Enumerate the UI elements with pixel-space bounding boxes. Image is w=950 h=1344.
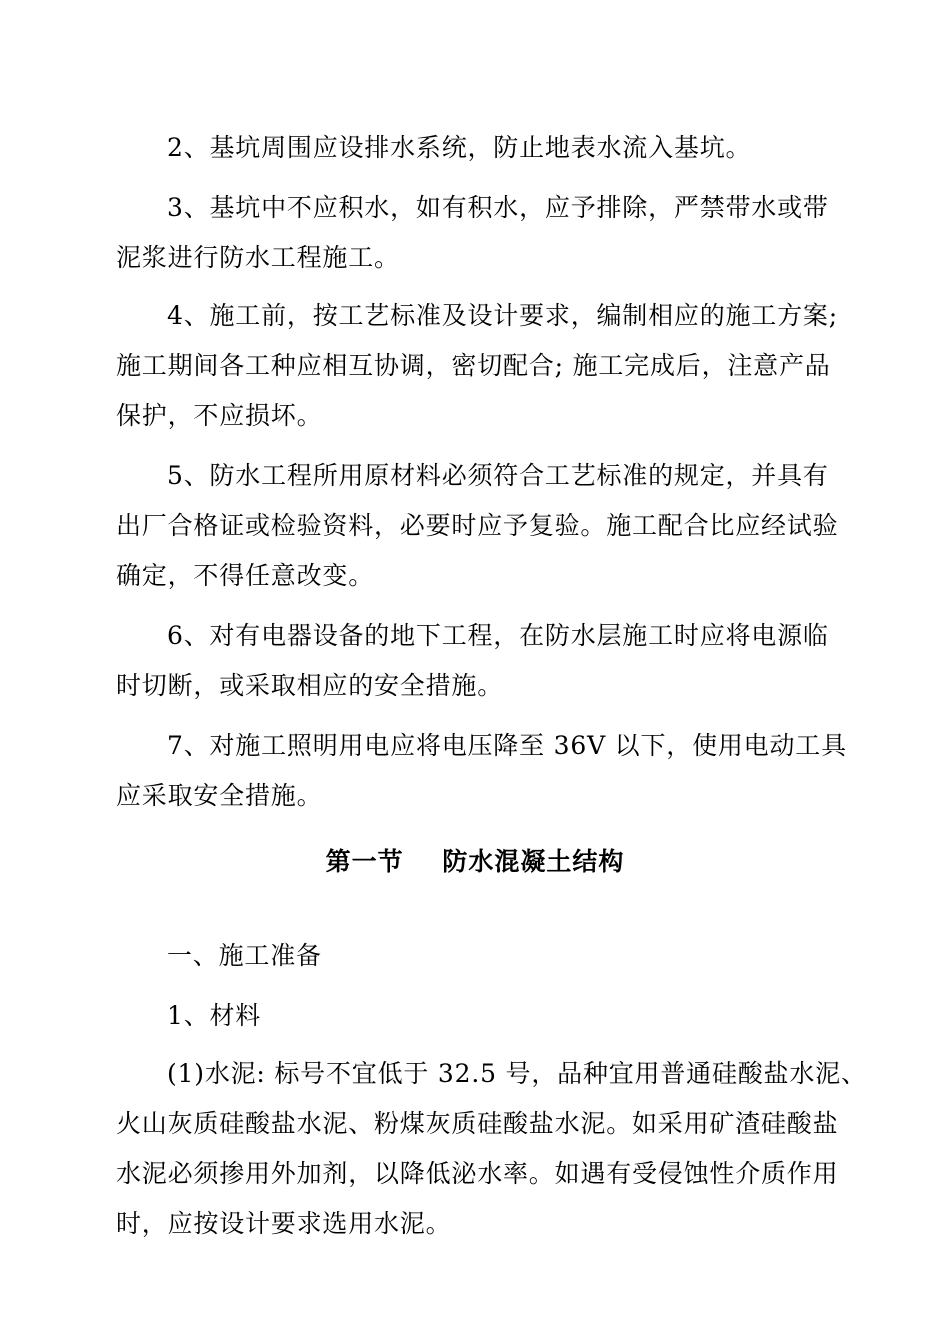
paragraph-2-line-1: 2、基坑周围应设排水系统，防止地表水流入基坑。 [167, 133, 752, 162]
paragraph-7-line-1: 7、对施工照明用电应将电压降至 36V 以下，使用电动工具 [167, 731, 847, 760]
paragraph-5-line-1: 5、防水工程所用原材料必须符合工艺标准的规定，并具有 [167, 461, 829, 490]
item-materials: 1、材料 [167, 1001, 262, 1030]
paragraph-5-line-2: 出厂合格证或检验资料，必要时应予复验。施工配合比应经试验 [116, 511, 839, 540]
paragraph-5-line-3: 确定，不得任意改变。 [116, 561, 375, 590]
paragraph-6-line-2: 时切断，或采取相应的安全措施。 [116, 671, 504, 700]
paragraph-7-line-2: 应采取安全措施。 [116, 781, 323, 810]
cement-line-1: (1)水泥: 标号不宜低于 32.5 号，品种宜用普通硅酸盐水泥、 [167, 1059, 867, 1088]
paragraph-3-line-2: 泥浆进行防水工程施工。 [116, 243, 400, 272]
cement-line-2: 火山灰质硅酸盐水泥、粉煤灰质硅酸盐水泥。如采用矿渣硅酸盐 [116, 1109, 839, 1138]
cement-line-3: 水泥必须掺用外加剂，以降低泌水率。如遇有受侵蚀性介质作用 [116, 1159, 839, 1188]
paragraph-6-line-1: 6、对有电器设备的地下工程，在防水层施工时应将电源临 [167, 621, 829, 650]
cement-line-4: 时，应按设计要求选用水泥。 [116, 1209, 452, 1238]
paragraph-4-line-1: 4、施工前，按工艺标准及设计要求，编制相应的施工方案; [167, 301, 838, 330]
paragraph-4-line-3: 保护，不应损坏。 [116, 401, 323, 430]
paragraph-4-line-2: 施工期间各工种应相互协调，密切配合; 施工完成后，注意产品 [116, 351, 831, 380]
paragraph-3-line-1: 3、基坑中不应积水，如有积水，应予排除，严禁带水或带 [167, 193, 829, 222]
section-heading: 第一节 防水混凝土结构 [325, 847, 625, 876]
subheading-preparation: 一、施工准备 [167, 941, 322, 970]
